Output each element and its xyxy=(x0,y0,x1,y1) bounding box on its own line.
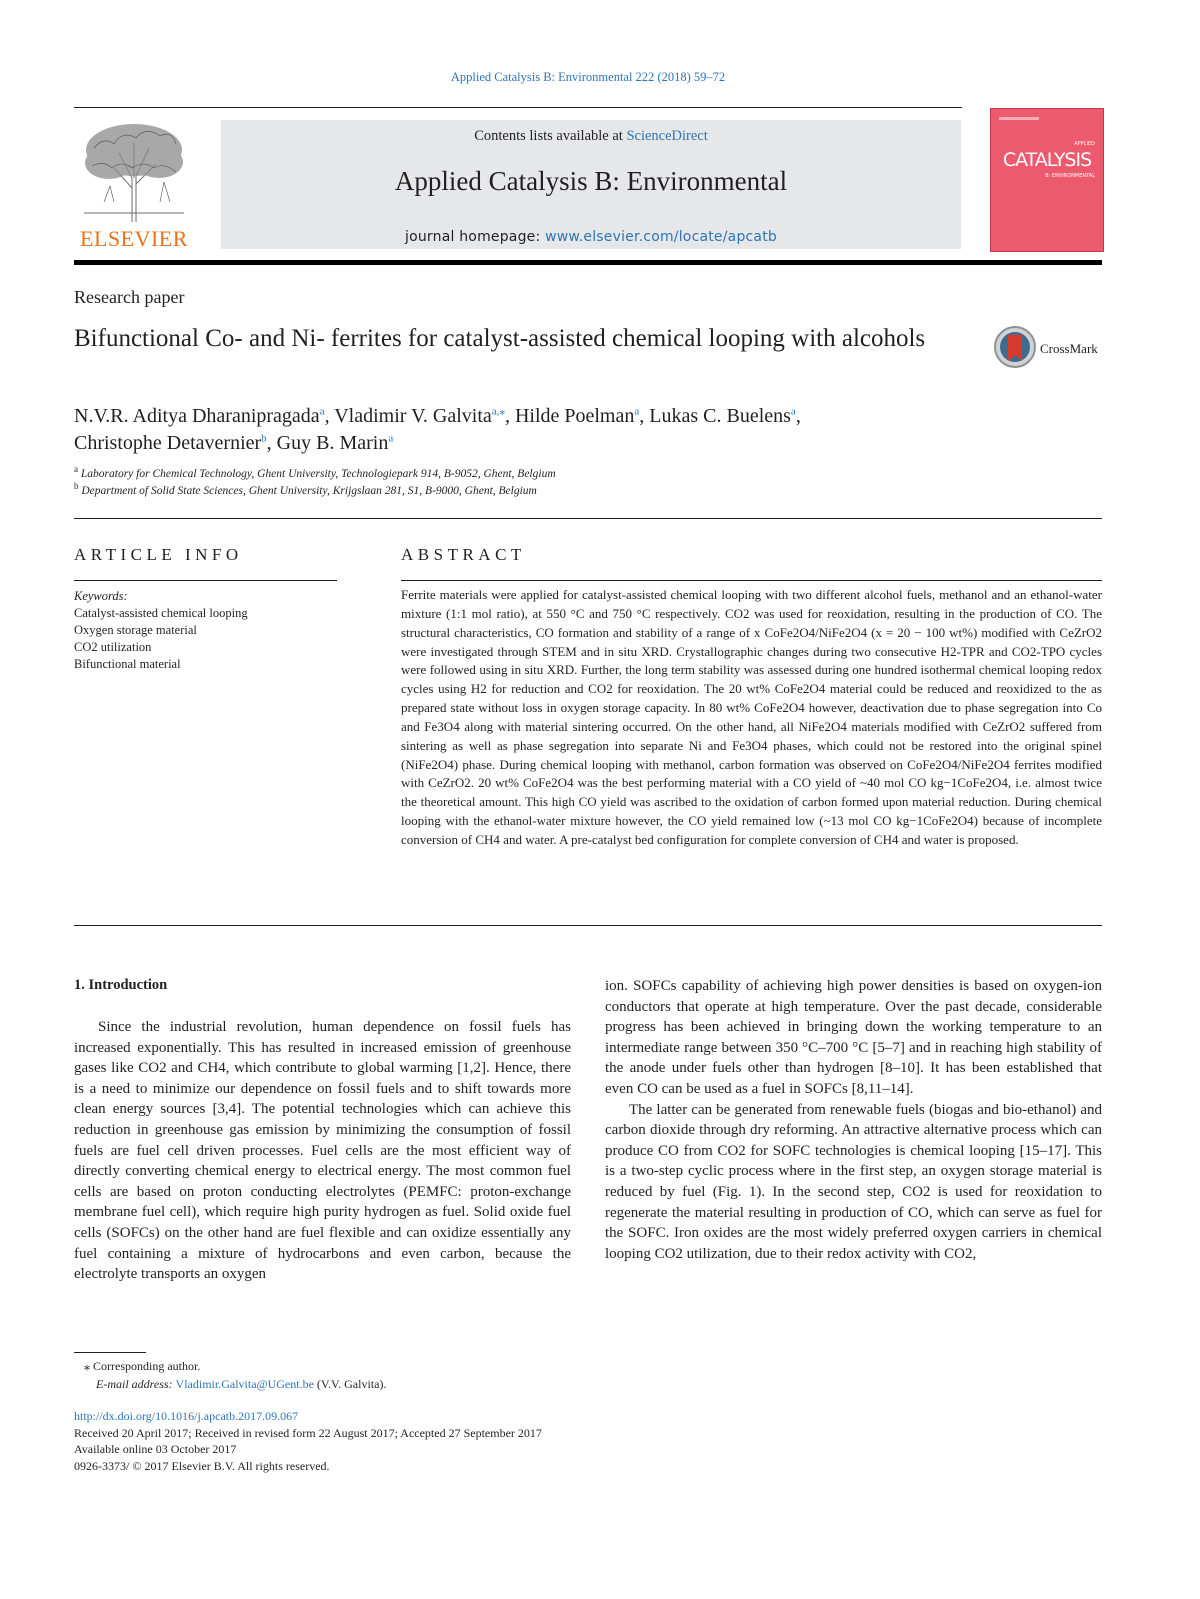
contents-line xyxy=(221,128,961,145)
journal-title: Applied Catalysis B: Environmental xyxy=(394,166,788,196)
received-dates: Received 20 April 2017; Received in revised form 22 August 2017; Accepted 27 September 2017 xyxy=(74,1425,542,1440)
intro-paragraph-2: The latter can be generated from renewable fuels (biogas and bio-ethanol) and carbon dioxide through dry reforming. An attractive alternative process which can produce CO from CO2 for SOFC technologies is chemical looping [15–17]. This is a two-step cyclic process where in the first step, an oxygen storage material is reduced by fuel (Fig. 1). In the second step, CO2 is used for reoxidation to regenerate the material resulting in production of CO, which can serve as fuel for the SOFC. Iron oxides are the most widely preferred oxygen carriers in chemical looping CO2 utilization, due to their redox activity with CO2, xyxy=(605,1101,1102,1262)
keyword-item: Bifunctional material xyxy=(74,657,181,671)
affiliation-text: Department of Solid State Sciences, Ghent University, Krijgslaan 281, S1, B-9000, Ghent, Belgium xyxy=(81,485,537,497)
homepage-line xyxy=(221,229,961,245)
header-top-rule xyxy=(74,107,962,108)
abstract-heading: ABSTRACT xyxy=(401,545,526,564)
author-name[interactable]: N.V.R. Aditya Dharanipragada xyxy=(74,405,320,427)
footnote xyxy=(74,1357,386,1393)
cover-title: CATALYSIS xyxy=(1002,149,1092,171)
keyword-item: Oxygen storage material xyxy=(74,623,197,637)
publisher-name: ELSEVIER xyxy=(80,226,188,251)
affiliation-item xyxy=(74,466,556,483)
homepage-prefix: journal homepage: xyxy=(405,229,546,245)
copyright: 0926-3373/ © 2017 Elsevier B.V. All rights reserved. xyxy=(74,1458,330,1473)
cover-brand: APPLIED xyxy=(1074,141,1095,147)
journal-header-band xyxy=(221,120,961,249)
author-name[interactable]: Vladimir V. Galvita xyxy=(334,405,492,427)
affiliation-mark: a xyxy=(74,464,78,475)
affiliations-rule xyxy=(74,518,1102,519)
affiliation-item xyxy=(74,483,556,500)
article-info-rule xyxy=(74,580,337,581)
introduction-heading: 1. Introduction xyxy=(74,977,168,993)
doi-link[interactable]: http://dx.doi.org/10.1016/j.apcatb.2017.09.067 xyxy=(74,1409,299,1423)
contents-prefix: Contents lists available at xyxy=(474,128,627,144)
affiliations xyxy=(74,466,556,500)
keywords-block xyxy=(74,588,248,673)
introduction-right-column xyxy=(605,976,1102,1264)
footnote-rule xyxy=(74,1352,146,1353)
author-affiliation-mark[interactable]: a xyxy=(790,405,796,418)
email-link[interactable]: Vladimir.Galvita@UGent.be xyxy=(175,1377,314,1391)
intro-paragraph-1-continued: ion. SOFCs capability of achieving high power densities is based on oxygen-ion conductors that operate at high temperature. Over the past decade, considerable progress has been achieved in bringing down the working temperature to an intermediate range between 350 °C–700 °C [5–7] and in reaching high stability of the anode under fuels other than hydrogen [8–10]. It has been established that even CO can be used as a fuel in SOFCs [8,11–14]. xyxy=(605,978,1102,1097)
email-label: E-mail address: xyxy=(96,1377,176,1391)
author-affiliation-mark[interactable]: a xyxy=(319,405,325,418)
crossmark-badge[interactable] xyxy=(993,325,1105,371)
abstract-rule xyxy=(401,580,1102,581)
header-bottom-rule xyxy=(74,260,1102,265)
email-suffix: (V.V. Galvita). xyxy=(313,1377,387,1391)
abstract-text: Ferrite materials were applied for catalyst-assisted chemical looping with two different alcohol fuels, methanol and an ethanol-water mixture (1:1 mol ratio), at 550 °C and 750 °C respectively. CO2 was used for reoxidation, resulting in the production of CO. The structural characteristics, CO formation and stability of a range of x CoFe2O4/NiFe2O4 (x = 20 − 100 wt%) modified with CeZrO2 were investigated through STEM and in situ XRD. Crystallographic changes during two consecutive H2-TPR and CO2-TPO cycles were followed using in situ XRD. Further, the long term stability was assessed during one hundred isothermal chemical looping redox cycles using H2 for reduction and CO2 for reoxidation. The 20 wt% CoFe2O4 material could be reduced and reoxidized to the as prepared state without loss in oxygen storage capacity. In 80 wt% CoFe2O4 however, deactivation due to phase segregation into Co and Fe3O4 along with material sintering occurred. On the other hand, all NiFe2O4 materials modified with CeZrO2 suffered from sintering as well as phase segregation into separate Ni and Fe3O4 phases, which could not be restored into the original spinel (NiFe2O4) phase. During chemical looping with methanol, carbon formation was observed on CoFe2O4/NiFe2O4 ferrites modified with CeZrO2. 20 wt% CoFe2O4 was the best performing material with a CO yield of ~40 mol CO kg−1CoFe2O4, i.e. almost twice the theoretical amount. This high CO yield was ascribed to the oxidation of carbon formed upon material reduction. During chemical looping with the ethanol-water mixture however, the CO yield remained low (~13 mol CO kg−1CoFe2O4) because of incomplete conversion of CH4 and water. A pre-catalyst bed configuration for complete conversion of CH4 and water is proposed. xyxy=(401,587,1102,847)
sciencedirect-link[interactable]: ScienceDirect xyxy=(626,128,708,144)
affiliation-mark: b xyxy=(74,481,79,492)
journal-reference-link[interactable]: Applied Catalysis B: Environmental 222 (2018) 59–72 xyxy=(450,70,726,84)
crossmark-icon xyxy=(993,325,1037,369)
elsevier-logo xyxy=(74,118,194,252)
author-line-1: N.V.R. Aditya Dharanipragada$^a$, Vladimir V. Galvita$^{a,⁎}$, Hilde Poelman$^a$, Lukas C. Buelens$^a$, xyxy=(74,405,801,427)
tree-icon xyxy=(74,118,194,226)
author-affiliation-mark[interactable]: a,⁎ xyxy=(491,405,505,418)
keyword-item: CO2 utilization xyxy=(74,640,152,654)
keyword-item: Catalyst-assisted chemical looping xyxy=(74,606,248,620)
article-info-heading: ARTICLE INFO xyxy=(74,545,243,564)
crossmark-label: CrossMark xyxy=(1040,341,1098,356)
author-line-2: Christophe Detavernier$^b$, Guy B. Marin$^a$ xyxy=(74,432,394,454)
keywords-label: Keywords: xyxy=(74,589,128,603)
homepage-link[interactable]: www.elsevier.com/locate/apcatb xyxy=(545,229,777,245)
article-meta xyxy=(74,1408,542,1474)
affiliation-text: Laboratory for Chemical Technology, Ghent University, Technologiepark 914, B-9052, Ghent, Belgium xyxy=(80,468,556,480)
author-list xyxy=(74,403,974,457)
available-online: Available online 03 October 2017 xyxy=(74,1442,237,1456)
author-name[interactable]: Christophe Detavernier xyxy=(74,432,262,454)
author-name[interactable]: Lukas C. Buelens xyxy=(649,405,791,427)
author-name[interactable]: Hilde Poelman xyxy=(514,405,635,427)
author-affiliation-mark[interactable]: a xyxy=(634,405,640,418)
introduction-left-column xyxy=(74,1017,571,1285)
article-type: Research paper xyxy=(74,287,185,307)
article-title: Bifunctional Co- and Ni- ferrites for catalyst-assisted chemical looping with alcohols xyxy=(74,325,926,352)
intro-paragraph-1: Since the industrial revolution, human dependence on fossil fuels has increased exponentially. This has resulted in increased emission of greenhouse gases like CO2 and CH4, which contribute to global warming [1,2]. Hence, there is a need to minimize our dependence on fossil fuels and to shift towards more clean energy sources [3,4]. The potential technologies which can achieve this reduction in greenhouse gas emission by minimizing the consumption of fossil fuels are fuel cell driven processes. Fuel cells are the most efficient way of directly converting chemical energy to electrical energy. The most common fuel cells are based on proton conducting electrolytes (PEMFC: proton-exchange membrane fuel cell), which require high purity hydrogen as fuel. Solid oxide fuel cells (SOFCs) on the other hand are fuel flexible and can oxidize essentially any fuel containing a mixture of hydrocarbons and even carbon, because the electrolyte transports an oxygen xyxy=(74,1019,571,1283)
email-line xyxy=(74,1375,386,1393)
corresponding-author-note: ⁎ Corresponding author. xyxy=(84,1359,201,1373)
cover-decoration xyxy=(999,117,1039,120)
author-affiliation-mark[interactable]: b xyxy=(261,432,267,445)
author-affiliation-mark[interactable]: a xyxy=(388,432,394,445)
author-name[interactable]: Guy B. Marin xyxy=(276,432,389,454)
journal-cover[interactable] xyxy=(990,108,1104,252)
cover-subtitle: B: ENVIRONMENTAL xyxy=(1045,173,1095,179)
abstract-bottom-rule xyxy=(74,925,1102,926)
